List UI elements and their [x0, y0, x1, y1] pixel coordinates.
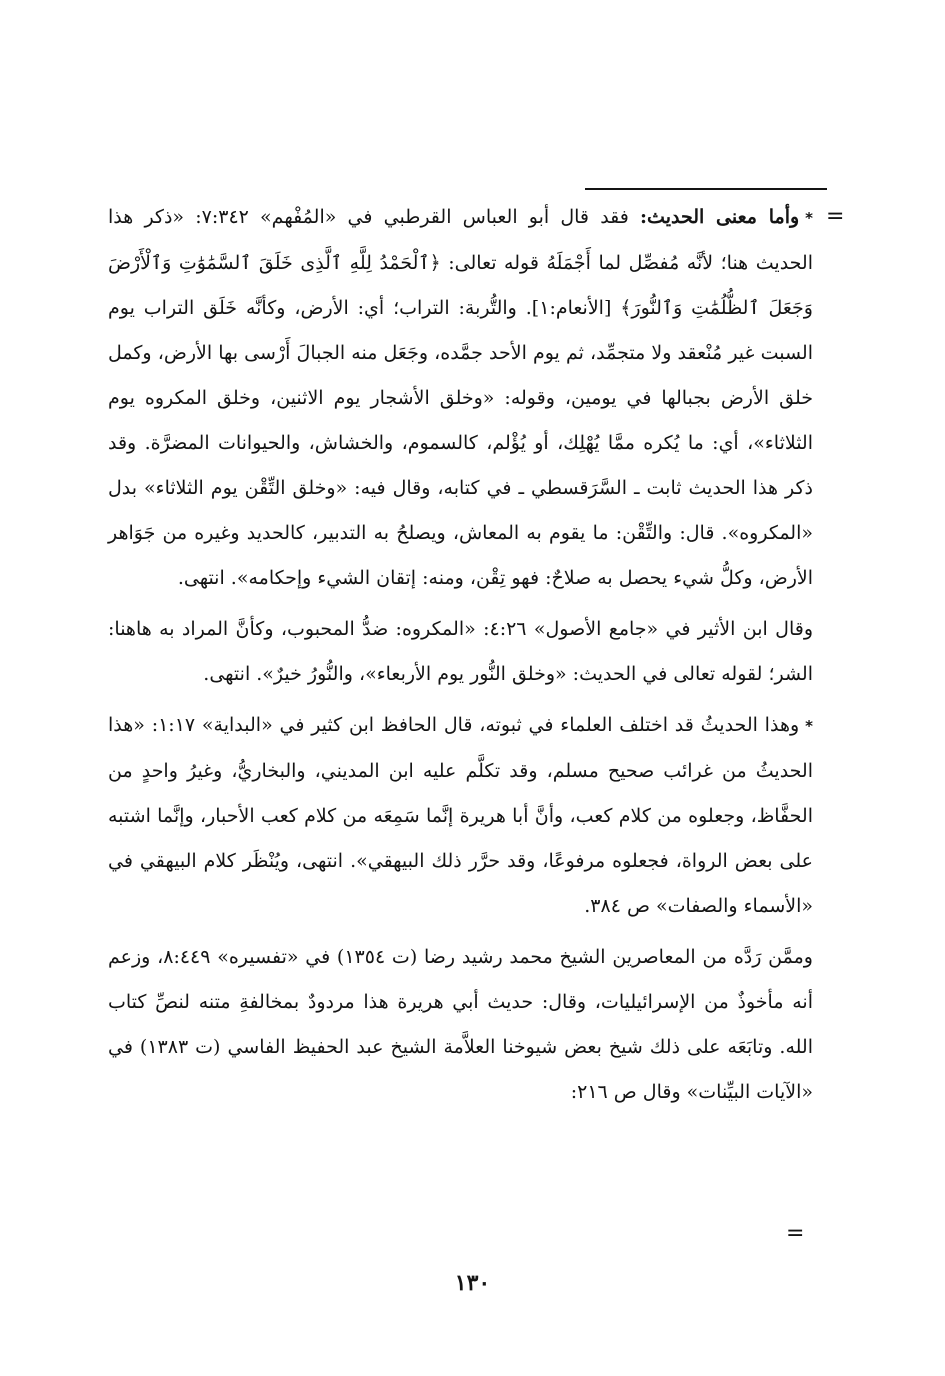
footnote-paragraph-2: [108, 607, 813, 697]
paragraph-body: فقد قال أبو العباس القرطبي في «المُفْهم» ٧:٣٤٢: «ذكر هذا الحديث هنا؛ لأنَّه مُفصِّل لما أَجْمَلَهُ قوله تعالى: ﴿ٱلْحَمْدُ لِلَّهِ ٱلَّذِى خَلَقَ ٱلسَّمَٰوَٰتِ وَٱلْأَرْضَ وَجَعَلَ ٱلظُّلُمَٰتِ وَٱلنُّورَ﴾ [الأنعام:١]. والتُّربة: التراب؛ أي: الأرض، وكأنَّه خَلَق التراب يوم السبت غير مُنْعقد ولا متجمِّد، ثم يوم الأحد جمَّده، وجَعَل منه الجبالَ أَرْسى بها الأرض، وكمل خلق الأرض بجبالها في يومين، وقوله: «وخلق الأشجار يوم الاثنين، وخلق المكروه يوم الثلاثاء»، أي: ما يُكره ممَّا يُهْلِك، أو يُؤْلم، كالسموم، والخشاش، والحيوانات المضرَّة. وقد ذكر هذا الحديث ثابت ـ السَّرَقسطي ـ في كتابه، وقال فيه: «وخلق التِّقْن يوم الثلاثاء» بدل «المكروه». قال: والتِّقْن: ما يقوم به المعاش، ويصلحُ به التدبير، كالحديد وغيره من جَوَاهر الأرض، وكلُّ شيء يحصل به صلاحٌ: فهو تِقْن، ومنه: إتقان الشيء وإحكامه». انتهى.: [108, 206, 813, 589]
footnote-text-block: [108, 195, 813, 1115]
continuation-mark-bottom: =: [786, 1221, 805, 1246]
paragraph-lead-heading: وأما معنى الحديث:: [640, 206, 800, 228]
paragraph-body: وممَّن رَدَّه من المعاصرين الشيخ محمد رشيد رضا (ت ١٣٥٤) في «تفسيره» ٨:٤٤٩، وزعم أنه مأخوذٌ من الإسرائيليات، وقال: حديث أبي هريرة هذا مردودٌ بمخالفةِ متنه لنصِّ كتاب الله. وتابَعَه على ذلك شيخ بعض شيوخنا العلاَّمة الشيخ عبد الحفيظ الفاسي (ت ١٣٨٣) في «الآيات البيِّنات» وقال ص ٢١٦:: [108, 946, 813, 1103]
asterisk-marker: *: [805, 209, 814, 227]
page-number: ١٣٠: [454, 1270, 491, 1296]
footnote-paragraph-1: [108, 195, 813, 601]
asterisk-marker: *: [805, 717, 813, 735]
footnote-separator-rule: [585, 188, 827, 190]
footnote-paragraph-4: [108, 935, 813, 1115]
paragraph-body: وهذا الحديثُ قد اختلف العلماء في ثبوته، قال الحافظ ابن كثير في «البداية» ١:١٧: «هذا الحديثُ من غرائب صحيح مسلم، وقد تكلَّم عليه ابن المديني، والبخاريُّ، وغيرُ واحدٍ من الحفَّاظ، وجعلوه من كلام كعب، وأنَّ أبا هريرة إنَّما سَمِعَه من كلام كعب الأحبار، وإنَّما اشتبه على بعض الرواة، فجعلوه مرفوعًا، وقد حرَّر ذلك البيهقي». انتهى، ويُنْظَر كلام البيهقي في «الأسماء والصفات» ص ٣٨٤.: [108, 714, 813, 917]
footnote-paragraph-3: [108, 703, 813, 929]
paragraph-body: وقال ابن الأثير في «جامع الأصول» ٤:٢٦: «المكروه: ضدُّ المحبوب، وكأنَّ المراد به هاهنا: الشر؛ لقوله تعالى في الحديث: «وخلق النُّور يوم الأربعاء»، والنُّورُ خيرٌ». انتهى.: [108, 618, 813, 685]
continuation-mark-top: =: [826, 204, 845, 229]
